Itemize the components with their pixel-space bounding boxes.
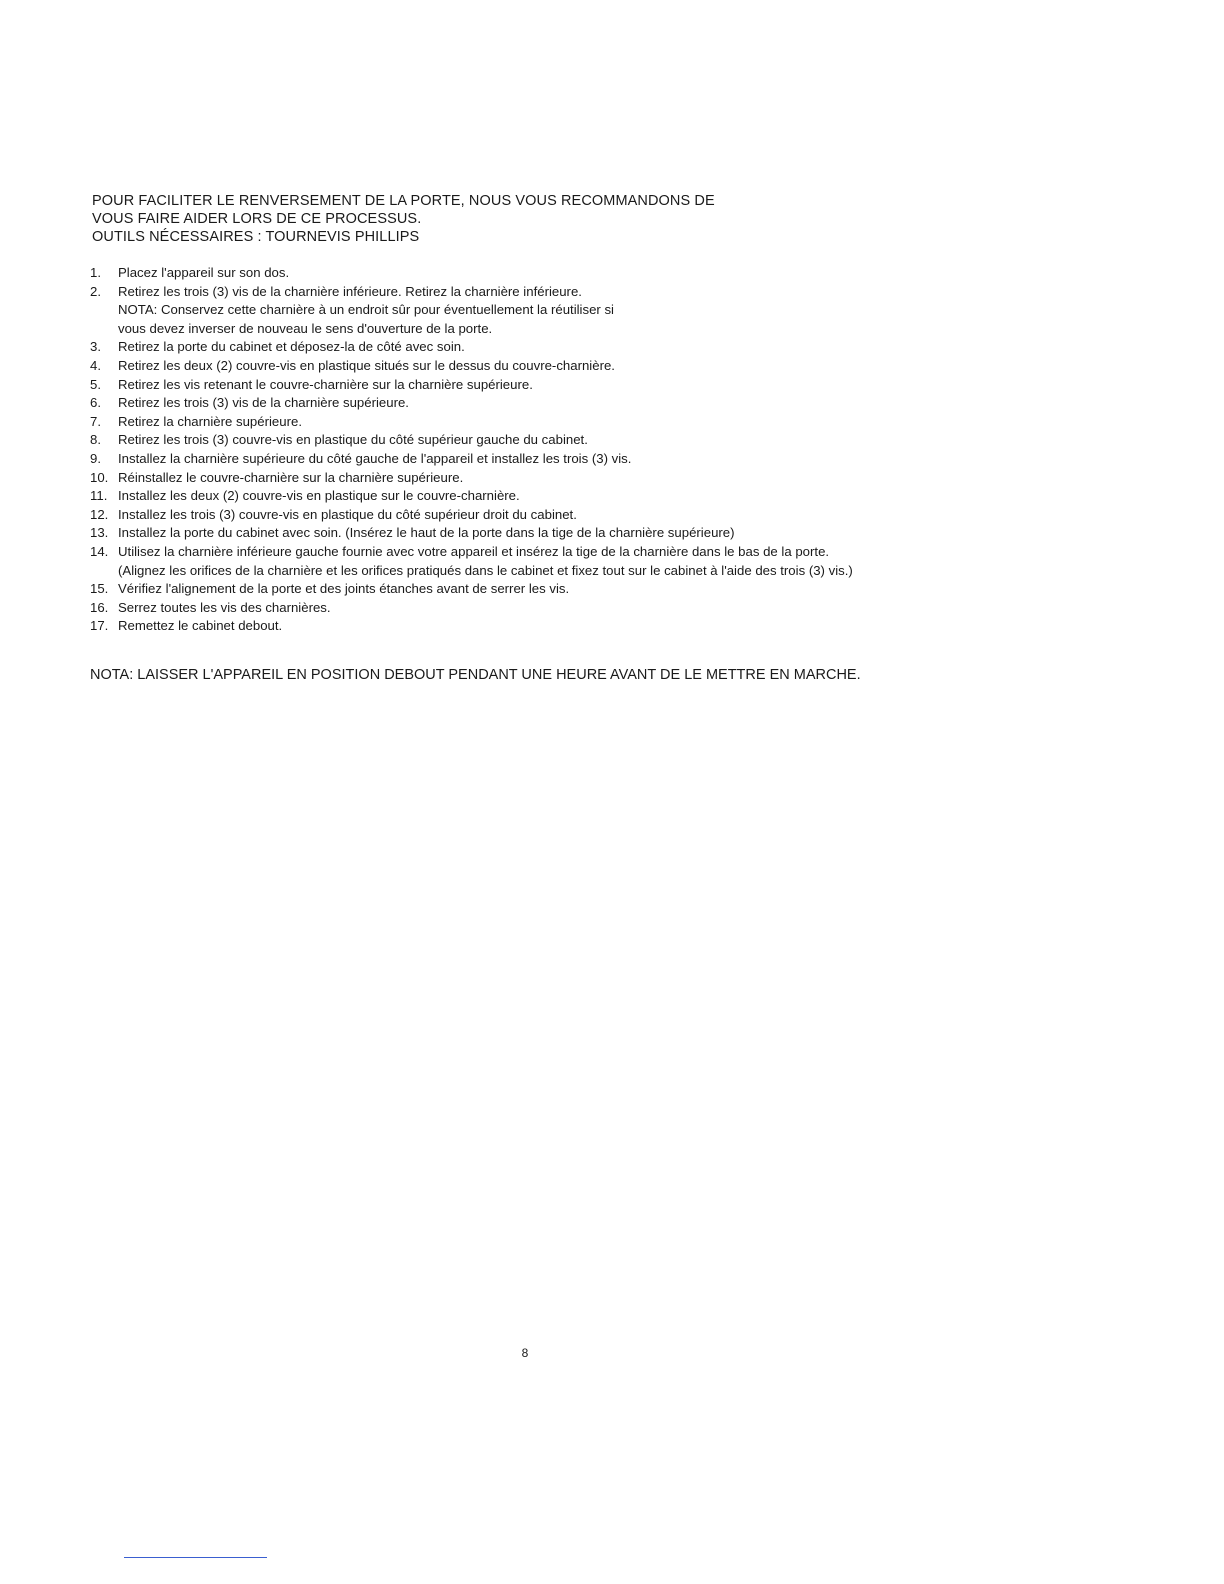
step-number (90, 562, 118, 581)
page-number: 8 (521, 1346, 529, 1360)
step-number: 6. (90, 395, 101, 411)
step-text: Retirez les trois (3) vis de la charnière inférieure. Retirez la charnière inférieure. (118, 283, 582, 299)
step-number (90, 320, 118, 339)
step-text: Installez la porte du cabinet avec soin. (Insérez le haut de la porte dans la tige de la charnière supérieure) (118, 525, 735, 541)
step-number: 17. (90, 618, 109, 634)
step-text: Retirez les vis retenant le couvre-charnière sur la charnière supérieure. (118, 376, 533, 392)
step-number: 14. (90, 543, 109, 559)
step-number: 12. (90, 506, 109, 522)
step-14 (90, 543, 1010, 562)
footer-divider (124, 1557, 267, 1558)
step-5 (90, 376, 1010, 395)
step-number: 13. (90, 525, 109, 541)
step-number: 1. (90, 265, 101, 280)
step-text: vous devez inverser de nouveau le sens d'ouverture de la porte. (118, 320, 493, 336)
step-11 (90, 487, 1010, 506)
step-10 (90, 469, 1010, 488)
step-text: Retirez les deux (2) couvre-vis en plastique situés sur le dessus du couvre-charnière. (118, 357, 615, 373)
step-text: Installez les deux (2) couvre-vis en plastique sur le couvre-charnière. (118, 488, 520, 504)
step-number: 15. (90, 581, 109, 597)
step-text: Installez la charnière supérieure du côté gauche de l'appareil et installez les trois (3) vis. (118, 450, 632, 466)
step-13 (90, 524, 1010, 543)
step-number (90, 301, 118, 320)
intro-block (92, 192, 992, 246)
step-2-note-line-2 (90, 320, 1010, 339)
intro-line-1: POUR FACILITER LE RENVERSEMENT DE LA PORTE, NOUS VOUS RECOMMANDONS DE (92, 193, 715, 209)
step-7 (90, 413, 1010, 432)
step-number: 11. (90, 488, 108, 504)
step-number: 10. (90, 469, 109, 485)
step-text: Réinstallez le couvre-charnière sur la charnière supérieure. (118, 469, 464, 485)
step-text: Installez les trois (3) couvre-vis en plastique du côté supérieur droit du cabinet. (118, 506, 577, 522)
step-text: Remettez le cabinet debout. (118, 618, 283, 634)
step-text: Vérifiez l'alignement de la porte et des joints étanches avant de serrer les vis. (118, 581, 570, 597)
step-15 (90, 580, 1010, 599)
step-text: Retirez la charnière supérieure. (118, 413, 302, 429)
step-2 (90, 283, 1010, 302)
step-6 (90, 394, 1010, 413)
step-14-continuation (90, 562, 1010, 581)
step-text: Serrez toutes les vis des charnières. (118, 599, 331, 615)
step-text: NOTA: Conservez cette charnière à un endroit sûr pour éventuellement la réutiliser si (118, 302, 614, 318)
step-text: Placez l'appareil sur son dos. (118, 265, 290, 280)
step-9 (90, 450, 1010, 469)
step-text: (Alignez les orifices de la charnière et les orifices pratiqués dans le cabinet et fixez tout sur le cabinet à l'aide des trois (3) vis.) (118, 562, 853, 578)
step-12 (90, 506, 1010, 525)
step-number: 9. (90, 450, 101, 466)
step-number: 4. (90, 357, 101, 373)
step-number: 2. (90, 283, 101, 299)
step-1 (90, 264, 1010, 283)
step-number: 5. (90, 376, 101, 392)
step-17 (90, 617, 1010, 636)
tools-required: OUTILS NÉCESSAIRES : TOURNEVIS PHILLIPS (92, 229, 420, 245)
step-number: 7. (90, 413, 101, 429)
step-number: 3. (90, 339, 101, 355)
step-8 (90, 431, 1010, 450)
step-number: 8. (90, 432, 101, 448)
step-4 (90, 357, 1010, 376)
step-text: Utilisez la charnière inférieure gauche fournie avec votre appareil et insérez la tige de la charnière dans le bas de la porte. (118, 543, 830, 559)
step-2-note-line-1 (90, 301, 1010, 320)
step-number: 16. (90, 599, 109, 615)
step-3 (90, 338, 1010, 357)
intro-line-2: VOUS FAIRE AIDER LORS DE CE PROCESSUS. (92, 211, 422, 227)
step-text: Retirez la porte du cabinet et déposez-la de côté avec soin. (118, 339, 465, 355)
final-note: NOTA: LAISSER L'APPAREIL EN POSITION DEBOUT PENDANT UNE HEURE AVANT DE LE METTRE EN MARCHE. (90, 667, 861, 683)
instruction-list (90, 264, 1010, 636)
step-text: Retirez les trois (3) couvre-vis en plastique du côté supérieur gauche du cabinet. (118, 432, 588, 448)
step-16 (90, 599, 1010, 618)
step-text: Retirez les trois (3) vis de la charnière supérieure. (118, 395, 409, 411)
